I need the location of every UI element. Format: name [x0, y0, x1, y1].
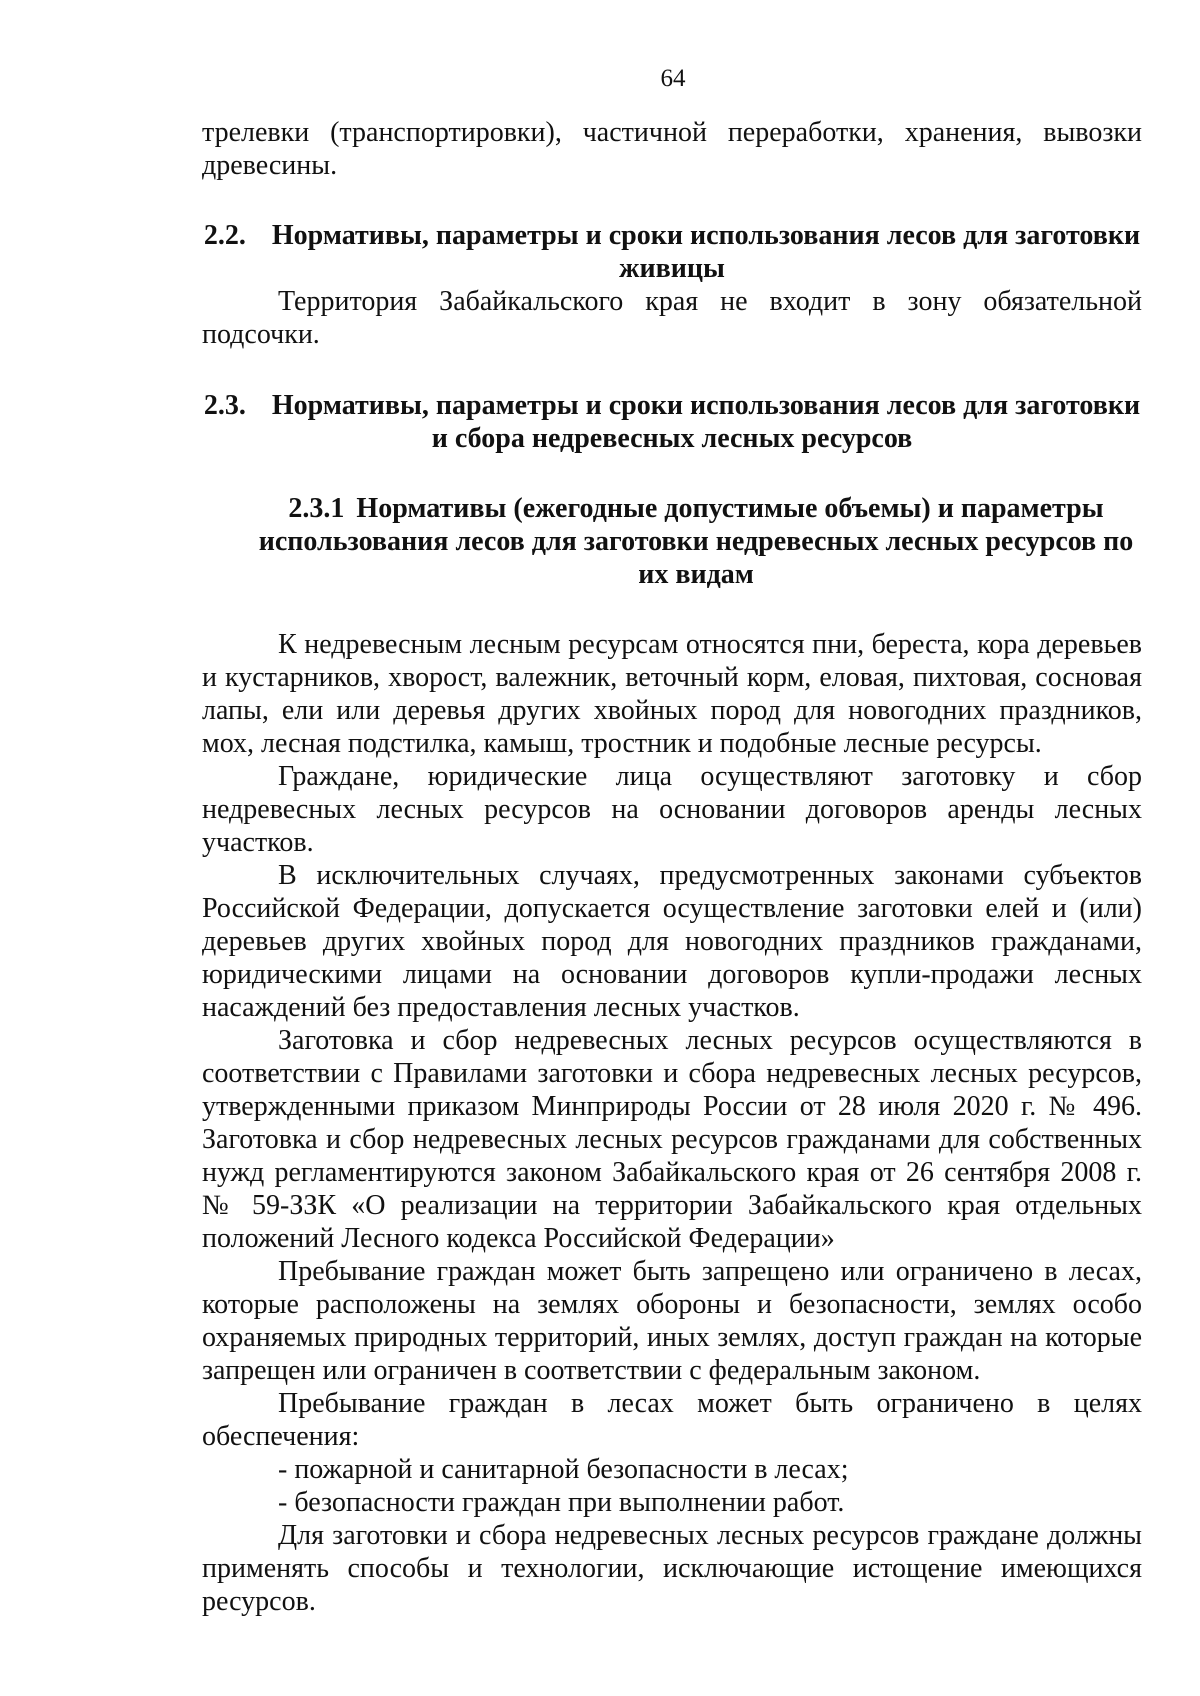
section-2-3-number: 2.3. — [203, 390, 246, 421]
body-paragraph: Заготовка и сбор недревесных лесных ресурсов осуществляются в соответствии с Правилами заготовки и сбора недревесных лесных ресурсов, утвержденными приказом Минприроды России от 28 июля 2020 г. № 496. Заготовка и сбор недревесных лесных ресурсов гражданами для собственных нужд регламентируются законом Забайкальского края от 26 сентября 2008 г. № 59-ЗЗК «О реализации на территории Забайкальского края отдельных положений Лесного кодекса Российской Федерации» — [202, 1025, 1142, 1254]
list-item: - безопасности граждан при выполнении работ. — [278, 1487, 845, 1518]
section-2-3-title: Нормативы, параметры и сроки использования лесов для заготовки и сбора недревесных лесных ресурсов — [271, 390, 1141, 454]
list-item: - пожарной и санитарной безопасности в лесах; — [278, 1454, 849, 1485]
section-2-2-title: Нормативы, параметры и сроки использования лесов для заготовки живицы — [271, 220, 1141, 284]
section-2-2-heading — [202, 219, 1142, 285]
section-2-3-1-number: 2.3.1 — [288, 493, 345, 524]
section-2-2-paragraph: Территория Забайкальского края не входит в зону обязательной подсочки. — [202, 286, 1142, 350]
section-2-3-1-title: Нормативы (ежегодные допустимые объемы) и параметры использования лесов для заготовки недревесных лесных ресурсов по их видам — [258, 493, 1134, 590]
closing-paragraph: Для заготовки и сбора недревесных лесных ресурсов граждане должны применять способы и технологии, исключающие истощение имеющихся ресурсов. — [202, 1520, 1142, 1617]
body-paragraph: В исключительных случаях, предусмотренных законами субъектов Российской Федерации, допускается осуществление заготовки елей и (или) деревьев других хвойных пород для новогодних праздников гражданами, юридическими лицами на основании договоров купли-продажи лесных насаждений без предоставления лесных участков. — [202, 860, 1142, 1023]
body-paragraph: Граждане, юридические лица осуществляют заготовку и сбор недревесных лесных ресурсов на основании договоров аренды лесных участков. — [202, 761, 1142, 858]
body-paragraph: Пребывание граждан может быть запрещено или ограничено в лесах, которые расположены на землях обороны и безопасности, землях особо охраняемых природных территорий, иных землях, доступ граждан на которые запрещен или ограничен в соответствии с федеральным законом. — [202, 1256, 1142, 1386]
section-2-3-heading — [202, 389, 1142, 455]
document-page — [202, 64, 1142, 1618]
body-paragraph: К недревесным лесным ресурсам относятся пни, береста, кора деревьев и кустарников, хворост, валежник, веточный корм, еловая, пихтовая, сосновая лапы, ели или деревья других хвойных пород для новогодних праздников, мох, лесная подстилка, камыш, тростник и подобные лесные ресурсы. — [202, 629, 1142, 759]
section-2-3-1-heading — [202, 492, 1142, 591]
intro-continuation-paragraph: трелевки (транспортировки), частичной переработки, хранения, вывозки древесины. — [202, 117, 1142, 181]
section-2-2-number: 2.2. — [203, 220, 246, 251]
page-number: 64 — [660, 65, 686, 92]
body-paragraph: Пребывание граждан в лесах может быть ограничено в целях обеспечения: — [202, 1388, 1142, 1452]
